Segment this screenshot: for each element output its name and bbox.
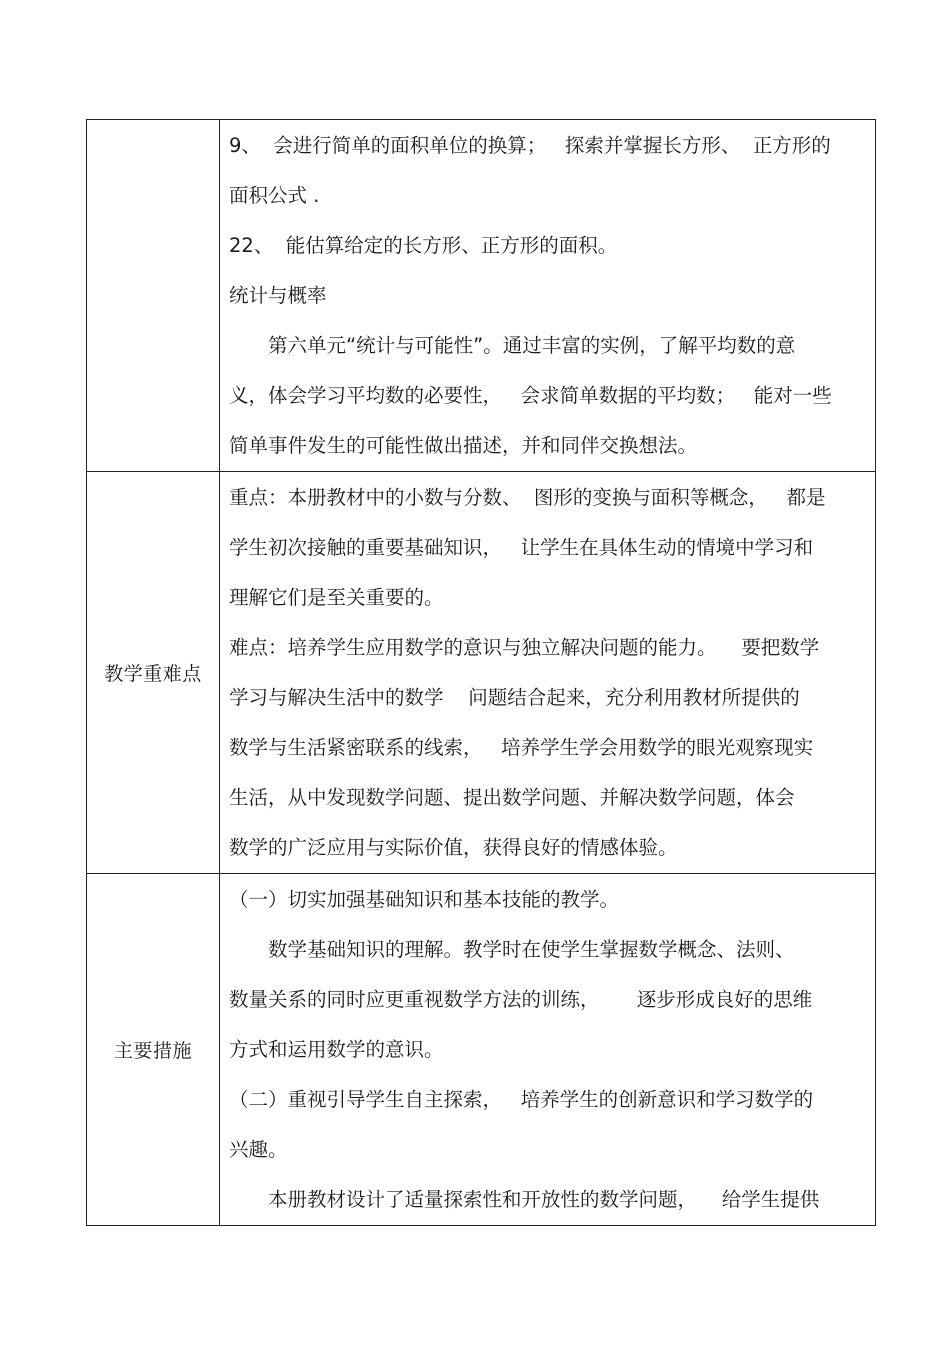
content-line: 方式和运用数学的意识。 [229, 1038, 444, 1061]
table-row [87, 472, 876, 874]
content-line: 义，体会学习平均数的必要性， 会求简单数据的平均数； 能对一些 [229, 384, 832, 407]
content-line: 本册教材设计了适量探索性和开放性的数学问题， 给学生提供 [268, 1188, 820, 1211]
content-line: 数学的广泛应用与实际价值，获得良好的情感体验。 [229, 836, 678, 859]
content-line: 数量关系的同时应更重视数学方法的训练， 逐步形成良好的思维 [229, 988, 813, 1011]
content-line: 22、 能估算给定的长方形、正方形的面积。 [229, 234, 618, 257]
teaching-plan-table [86, 119, 876, 1226]
content-line: 9、 会进行简单的面积单位的换算； 探索并掌握长方形、 正方形的 [229, 134, 831, 157]
row-content [220, 120, 876, 472]
content-line: 统计与概率 [229, 284, 327, 307]
content-line: 第六单元“统计与可能性”。通过丰富的实例，了解平均数的意 [268, 334, 796, 357]
row-label-key-difficult-points: 教学重难点 [87, 472, 220, 874]
row-label [87, 120, 220, 472]
row-content [220, 874, 876, 1226]
content-line: 重点：本册教材中的小数与分数、 图形的变换与面积等概念， 都是 [229, 486, 826, 509]
table-row [87, 120, 876, 472]
content-line: 难点：培养学生应用数学的意识与独立解决问题的能力。 要把数学 [229, 636, 820, 659]
content-line: 理解它们是至关重要的。 [229, 586, 444, 609]
content-line: 生活，从中发现数学问题、提出数学问题、并解决数学问题，体会 [229, 786, 795, 809]
content-line: 数学基础知识的理解。教学时在使学生掌握数学概念、法则、 [268, 938, 795, 961]
row-content [220, 472, 876, 874]
content-line: 学生初次接触的重要基础知识， 让学生在具体生动的情境中学习和 [229, 536, 814, 559]
content-line: 数学与生活紧密联系的线索， 培养学生学会用数学的眼光观察现实 [229, 736, 814, 759]
content-line: 简单事件发生的可能性做出描述，并和同伴交换想法。 [229, 434, 698, 457]
table-body [87, 120, 876, 1226]
content-line: 兴趣。 [229, 1138, 288, 1161]
row-label-main-measures: 主要措施 [87, 874, 220, 1226]
content-line: （二）重视引导学生自主探索， 培养学生的创新意识和学习数学的 [229, 1088, 814, 1111]
content-line: （一）切实加强基础知识和基本技能的教学。 [229, 888, 620, 911]
content-line: 面积公式 . [229, 184, 320, 207]
table-row [87, 874, 876, 1226]
content-line: 学习与解决生活中的数学 问题结合起来，充分利用教材所提供的 [229, 686, 800, 709]
